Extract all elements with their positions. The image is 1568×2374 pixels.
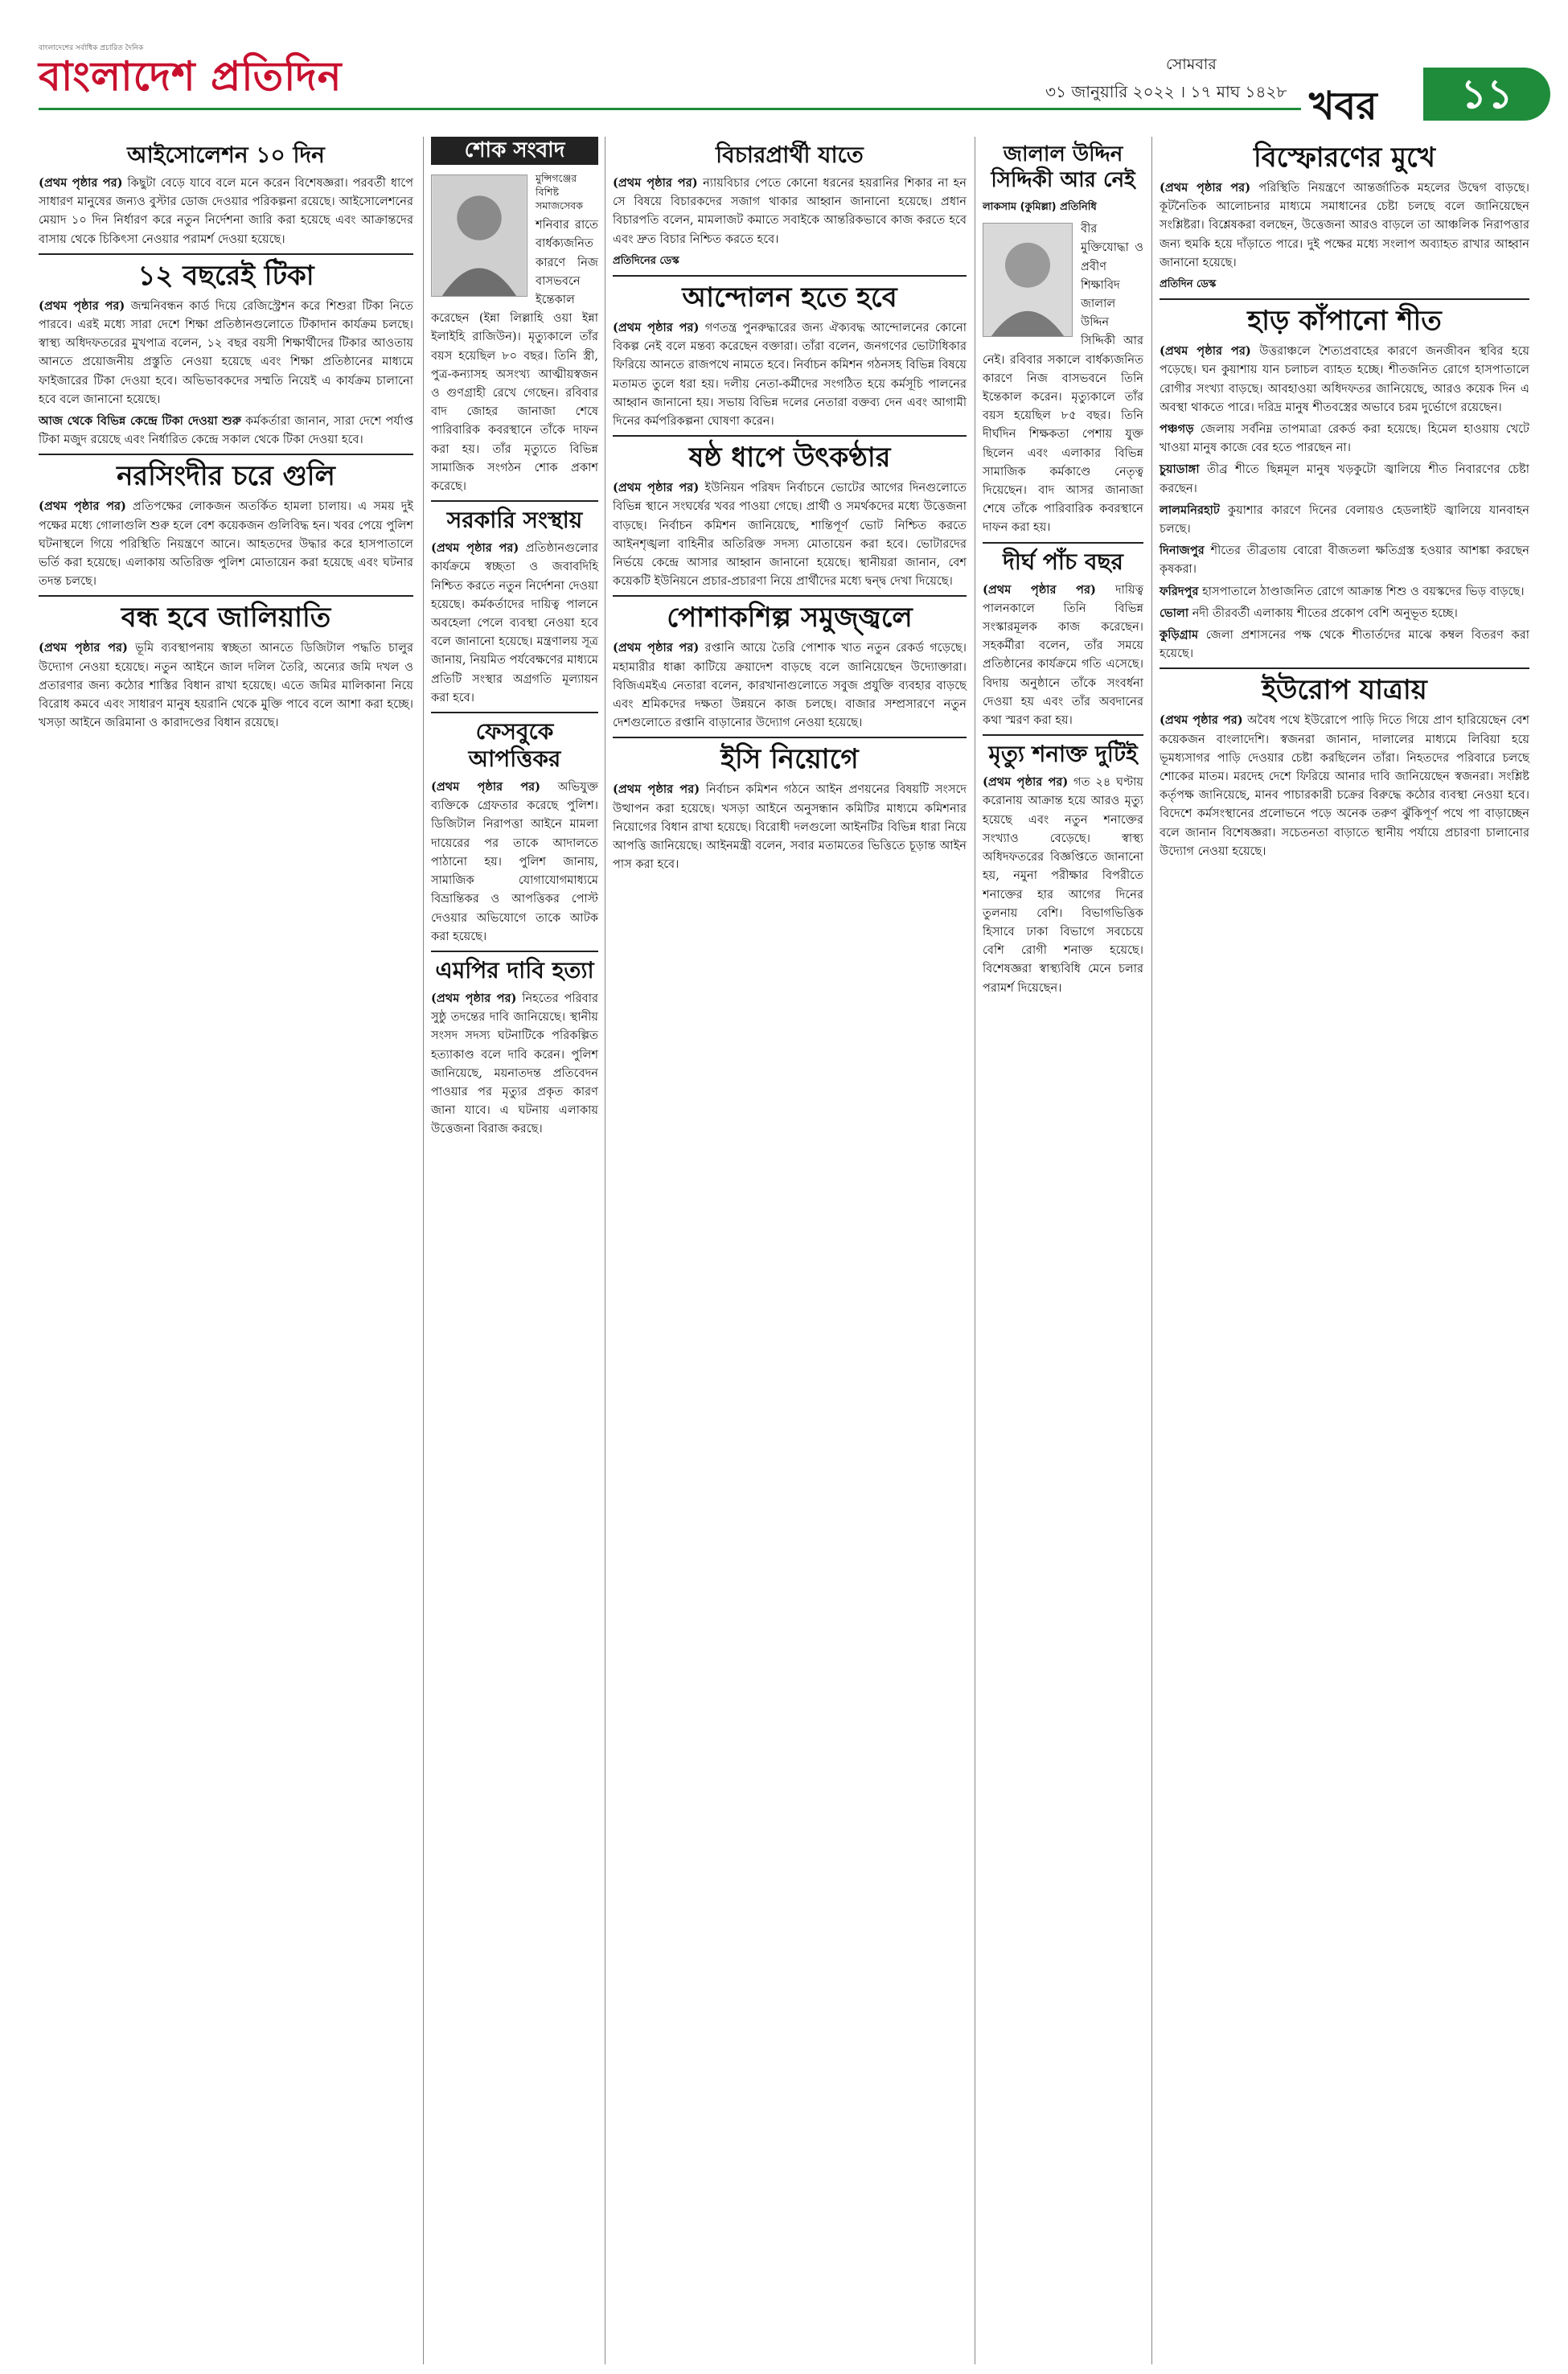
logo-tagline: বাংলাদেশের সর্বাধিক প্রচারিত দৈনিক (39, 44, 144, 52)
article-body: জন্মনিবন্ধন কার্ড দিয়ে রেজিস্ট্রেশন করে শিশুরা টিকা নিতে পারবে। এরই মধ্যে সারা দেশে শিক্ষা প্রতিষ্ঠানগুলোতে টিকাদান কার্যক্রম চলছে। স্বাস্থ্য অধিদফতরের মুখপাত্র বলেন, ১২ বছর বয়সী শিক্ষার্থীদের টিকার আওতায় আনতে প্রয়োজনীয় প্রস্তুতি নেওয়া হয়েছে এবং শিক্ষা প্রতিষ্ঠানের মাধ্যমে ফাইজারের টিকা দেওয়া হবে। অভিভাবকদের সম্মতি নিয়েই এ কার্যক্রম চালানো হবে বলে জানানো হয়েছে। (39, 298, 414, 406)
continuation-lead: (প্রথম পৃষ্ঠার পর) (1160, 713, 1243, 728)
article-body: রপ্তানি আয়ে তৈরি পোশাক খাত নতুন রেকর্ড গড়েছে। মহামারীর ধাক্কা কাটিয়ে ক্রয়াদেশ বাড়ছে বলে জানিয়েছেন উদ্যোক্তারা। বিজিএমইএ নেতারা বলেন, কারখানাগুলোতে সবুজ প্রযুক্তি ব্যবহার বাড়ছে এবং শ্রমিকদের দক্ষতা উন্নয়নে কাজ চলছে। বাজার সম্প্রসারণে নতুন দেশগুলোতে রপ্তানি বাড়ানোর উদ্যোগ নেওয়া হয়েছে। (613, 641, 967, 730)
article-divider (613, 595, 967, 597)
article-divider (431, 951, 598, 952)
person-silhouette-icon (983, 224, 1072, 336)
article-body: ন্যায়বিচার পেতে কোনো ধরনের হয়রানির শিকার না হন সে বিষয়ে বিচারকদের সজাগ থাকার আহ্বান জানানো হয়েছে। প্রধান বিচারপতি বলেন, মামলাজট কমাতে সবাইকে আন্তরিকভাবে কাজ করতে হবে এবং দ্রুত বিচার নিশ্চিত করতে হবে। (613, 176, 967, 246)
continuation-lead: (প্রথম পৃষ্ঠার পর) (431, 991, 517, 1005)
continuation-lead: (প্রথম পৃষ্ঠার পর) (39, 499, 126, 514)
article-credit: প্রতিদিন ডেস্ক (1160, 278, 1217, 291)
article-divider (983, 542, 1143, 544)
article-body: গণতন্ত্র পুনরুদ্ধারের জন্য ঐক্যবদ্ধ আন্দোলনের কোনো বিকল্প নেই বলে মন্তব্য করেছেন বক্তারা। তাঁরা বলেন, জনগণের ভোটাধিকার ফিরিয়ে আনতে রাজপথে নামতে হবে। নির্বাচন কমিশন গঠনসহ বিভিন্ন বিষয়ে মতামত তুলে ধরা হয়। দলীয় নেতা-কর্মীদের সংগঠিত হয়ে কর্মসূচি পালনের আহ্বান জানানো হয়। সভায় বিভিন্ন দলের নেতারা বক্তব্য দেন এবং আগামী দিনের কর্মপরিকল্পনা ঘোষণা করেন। (613, 321, 967, 429)
article-headline: পোশাকশিল্প সমুজ্জ্বলে (667, 602, 913, 635)
continuation-lead: (প্রথম পৃষ্ঠার পর) (1160, 344, 1251, 359)
article-headline: ফেসবুকে আপত্তিকর (468, 718, 561, 773)
article-headline: সরকারি সংস্থায় (446, 507, 583, 534)
article-divider (39, 595, 413, 597)
column-1 (39, 137, 413, 735)
article-divider (39, 454, 413, 455)
column-2 (431, 137, 598, 1142)
article-body: ইউনিয়ন পরিষদ নির্বাচনে ভোটের আগের দিনগুলোতে বিভিন্ন স্থানে সংঘর্ষের খবর পাওয়া গেছে। প্রার্থী ও সমর্থকদের মধ্যে উত্তেজনা বাড়ছে। নির্বাচন কমিশন জানিয়েছে, শান্তিপূর্ণ ভোট নিশ্চিত করতে আইনশৃঙ্খলা বাহিনীর অতিরিক্ত সদস্য মোতায়েন করা হবে। ভোটারদের নির্ভয়ে কেন্দ্রে আসার আহ্বান জানানো হয়েছে। স্থানীয়রা জানান, বেশ কয়েকটি ইউনিয়নে প্রচার-প্রচারণা নিয়ে প্রার্থীদের মধ্যে দ্বন্দ্ব দেখা দিয়েছে। (613, 481, 967, 589)
article-divider (39, 253, 413, 255)
article-headline: আইসোলেশন ১০ দিন (127, 142, 325, 168)
article-headline: হাড় কাঁপানো শীত (1247, 305, 1442, 338)
obituary-caption: মুন্সিগঞ্জের বিশিষ্ট সমাজসেবক (536, 172, 583, 212)
person-silhouette-icon (432, 175, 527, 296)
column-3 (613, 137, 967, 877)
article-body: কর্মকর্তারা জানান, সারা দেশে পর্যাপ্ত টিকা মজুদ রয়েছে এবং নির্ধারিত কেন্দ্রে সকাল থেকে টিকা দেওয়া হবে। (39, 414, 413, 447)
article-headline: ইউরোপ যাত্রায় (1262, 674, 1427, 707)
article-body: গত ২৪ ঘণ্টায় করোনায় আক্রান্ত হয়ে আরও মৃত্যু হয়েছে এবং নতুন শনাক্তের সংখ্যাও বেড়েছে। স্বাস্থ্য অধিদফতরের বিজ্ঞপ্তিতে জানানো হয়, নমুনা পরীক্ষার বিপরীতে শনাক্তের হার আগের দিনের তুলনায় বেশি। বিভাগভিত্তিক হিসাবে ঢাকা বিভাগে সবচেয়ে বেশি রোগী শনাক্ত হয়েছে। বিশেষজ্ঞরা স্বাস্থ্যবিধি মেনে চলার পরামর্শ দিয়েছেন। (983, 775, 1143, 995)
masthead-rule (39, 108, 1301, 110)
region-name: পঞ্চগড় (1160, 422, 1194, 437)
article-divider (613, 275, 967, 277)
region-text: জেলা প্রশাসনের পক্ষ থেকে শীতার্তদের মাঝে কম্বল বিতরণ করা হয়েছে। (1160, 628, 1530, 661)
continuation-lead: (প্রথম পৃষ্ঠার পর) (1160, 181, 1251, 195)
article-divider (613, 435, 967, 437)
region-text: নদী তীরবর্তী এলাকায় শীতের প্রকোপ বেশি অনুভূত হচ্ছে। (1192, 606, 1458, 620)
article-credit: প্রতিদিনের ডেস্ক (613, 254, 679, 267)
article-body: প্রতিষ্ঠানগুলোর কার্যক্রমে স্বচ্ছতা ও জবাবদিহি নিশ্চিত করতে নতুন নির্দেশনা দেওয়া হয়েছে। কর্মকর্তাদের দায়িত্ব পালনে অবহেলা পেলে ব্যবস্থা নেওয়া হবে বলে জানানো হয়েছে। মন্ত্রণালয় সূত্র জানায়, নিয়মিত পর্যবেক্ষণের মাধ্যমে প্রতিটি সংস্থার অগ্রগতি মূল্যায়ন করা হবে। (431, 541, 599, 704)
article-divider (431, 712, 598, 713)
region-name: কুড়িগ্রাম (1160, 628, 1199, 643)
article-body: নিহতের পরিবার সুষ্ঠু তদন্তের দাবি জানিয়েছে। স্থানীয় সংসদ সদস্য ঘটনাটিকে পরিকল্পিত হত্যাকাণ্ড বলে দাবি করেন। পুলিশ জানিয়েছে, ময়নাতদন্ত প্রতিবেদন পাওয়ার পর মৃত্যুর প্রকৃত কারণ জানা যাবে। এ ঘটনায় এলাকায় উত্তেজনা বিরাজ করছে। (431, 991, 599, 1136)
article-divider (1160, 667, 1529, 669)
region-text: তীব্র শীতে ছিন্নমূল মানুষ খড়কুটো জ্বালিয়ে শীত নিবারণের চেষ্টা করছেন। (1160, 462, 1530, 495)
article-body: অভিযুক্ত ব্যক্তিকে গ্রেফতার করেছে পুলিশ। ডিজিটাল নিরাপত্তা আইনে মামলা দায়েরের পর তাকে আদালতে পাঠানো হয়। পুলিশ জানায়, সামাজিক যোগাযোগমাধ্যমে বিভ্রান্তিকর ও আপত্তিকর পোস্ট দেওয়ার অভিযোগে তাকে আটক করা হয়েছে। (431, 780, 598, 943)
article-dateline: লাকসাম (কুমিল্লা) প্রতিনিধি (983, 201, 1097, 213)
continuation-lead: (প্রথম পৃষ্ঠার পর) (983, 582, 1096, 597)
article-subhead: আজ থেকে বিভিন্ন কেন্দ্রে টিকা দেওয়া শুরু (39, 414, 241, 429)
continuation-lead: (প্রথম পৃষ্ঠার পর) (613, 641, 700, 655)
region-name: লালমনিরহাট (1160, 503, 1220, 517)
article-divider (983, 734, 1143, 736)
region-text: শীতের তীব্রতায় বোরো বীজতলা ক্ষতিগ্রস্ত হওয়ার আশঙ্কা করছেন কৃষকরা। (1160, 544, 1529, 577)
article-body: দায়িত্ব পালনকালে তিনি বিভিন্ন সংস্কারমূলক কাজ করেছেন। সহকর্মীরা বলেন, তাঁর সময়ে প্রতিষ্ঠানের কার্যক্রমে গতি এসেছে। বিদায় অনুষ্ঠানে তাঁকে সংবর্ধনা দেওয়া হয় এবং তাঁর অবদানের কথা স্মরণ করা হয়। (983, 582, 1143, 728)
article-divider (1160, 298, 1529, 300)
continuation-lead: (প্রথম পৃষ্ঠার পর) (613, 176, 698, 190)
jalal-photo (983, 223, 1073, 337)
column-4 (983, 137, 1143, 1000)
issue-date: ৩১ জানুয়ারি ২০২২ । ১৭ মাঘ ১৪২৮ (1045, 82, 1287, 101)
issue-day: সোমবার (1166, 55, 1217, 73)
article-headline: বিচারপ্রার্থী যাতে (716, 142, 864, 168)
region-text: হাসপাতালে ঠাণ্ডাজনিত রোগে আক্রান্ত শিশু ও বয়স্কদের ভিড় বাড়ছে। (1202, 584, 1525, 598)
continuation-lead: (প্রথম পৃষ্ঠার পর) (613, 782, 700, 797)
column-rule (423, 137, 424, 2364)
continuation-lead: (প্রথম পৃষ্ঠার পর) (39, 176, 123, 190)
article-body: প্রতিপক্ষের লোকজন অতর্কিত হামলা চালায়। এ সময় দুই পক্ষের মধ্যে গোলাগুলি শুরু হলে বেশ কয়েকজন গুলিবিদ্ধ হন। খবর পেয়ে পুলিশ ঘটনাস্থলে গিয়ে পরিস্থিতি নিয়ন্ত্রণে আনে। আহতদের উদ্ধার করে হাসপাতালে ভর্তি করা হয়েছে। এলাকায় অতিরিক্ত পুলিশ মোতায়েন করা হয়েছে এবং ঘটনার তদন্ত চলছে। (39, 499, 414, 589)
article-headline: এমপির দাবি হত্যা (435, 956, 594, 984)
article-body: বীর মুক্তিযোদ্ধা ও প্রবীণ শিক্ষাবিদ জালাল উদ্দিন সিদ্দিকী আর নেই। রবিবার সকালে বার্ধক্যজনিত কারণে নিজ বাসভবনে তিনি ইন্তেকাল করেন। মৃত্যুকালে তাঁর বয়স হয়েছিল ৮৫ বছর। তিনি দীর্ঘদিন শিক্ষকতা পেশায় যুক্ত ছিলেন এবং এলাকার বিভিন্ন সামাজিক কর্মকাণ্ডে নেতৃত্ব দিয়েছেন। বাদ আসর জানাজা শেষে তাঁকে পারিবারিক কবরস্থানে দাফন করা হয়। (983, 222, 1143, 535)
article-headline: আন্দোলন হতে হবে (682, 281, 897, 314)
region-name: দিনাজপুর (1160, 544, 1205, 558)
article-headline: ষষ্ঠ ধাপে উৎকণ্ঠার (688, 442, 891, 474)
article-headline: বন্ধ হবে জালিয়াতি (121, 602, 331, 635)
region-text: কুয়াশার কারণে দিনের বেলায়ও হেডলাইট জ্বালিয়ে যানবাহন চলছে। (1160, 503, 1529, 536)
article-body: শনিবার রাতে বার্ধক্যজনিত কারণে নিজ বাসভবনে ইন্তেকাল করেছেন (ইন্না লিল্লাহি ওয়া ইন্না ইলাইহি রাজিউন)। মৃত্যুকালে তাঁর বয়স হয়েছিল ৮০ বছর। তিনি স্ত্রী, পুত্র-কন্যাসহ অসংখ্য আত্মীয়স্বজন ও গুণগ্রাহী রেখে গেছেন। রবিবার বাদ জোহর জানাজা শেষে পারিবারিক কবরস্থানে তাঁকে দাফন করা হয়। তাঁর মৃত্যুতে বিভিন্ন সামাজিক সংগঠন শোক প্রকাশ করেছে। (431, 218, 598, 494)
obituary-box-title: শোক সংবাদ (431, 137, 598, 165)
article-headline: নরসিংদীর চরে গুলি (117, 460, 335, 493)
continuation-lead: (প্রথম পৃষ্ঠার পর) (431, 780, 541, 795)
section-title: খবর (1309, 84, 1377, 129)
column-5 (1160, 137, 1529, 864)
column-rule (1151, 137, 1152, 2364)
article-divider (431, 500, 598, 502)
article-body: নির্বাচন কমিশন গঠনে আইন প্রণয়নের বিষয়টি সংসদে উত্থাপন করা হয়েছে। খসড়া আইনে অনুসন্ধান কমিটির মাধ্যমে কমিশনার নিয়োগের বিধান রাখা হয়েছে। বিরোধী দলগুলো আইনটির বিভিন্ন ধারা নিয়ে আপত্তি জানিয়েছে। আইনমন্ত্রী বলেন, সবার মতামতের ভিত্তিতে চূড়ান্ত আইন পাস করা হবে। (613, 782, 967, 872)
continuation-lead: (প্রথম পৃষ্ঠার পর) (39, 641, 128, 655)
page-number-badge: ১১ (1423, 68, 1550, 121)
region-name: চুয়াডাঙ্গা (1160, 462, 1200, 477)
continuation-lead: (প্রথম পৃষ্ঠার পর) (39, 298, 125, 313)
article-divider (613, 737, 967, 738)
continuation-lead: (প্রথম পৃষ্ঠার পর) (613, 321, 700, 335)
obituary-photo (431, 175, 527, 297)
newspaper-logo: বাংলাদেশ প্রতিদিন (39, 53, 343, 100)
article-headline: ইসি নিয়োগে (720, 743, 859, 776)
article-body: অবৈধ পথে ইউরোপে পাড়ি দিতে গিয়ে প্রাণ হারিয়েছেন বেশ কয়েকজন বাংলাদেশি। স্বজনরা জানান, দালালের মাধ্যমে লিবিয়া হয়ে ভূমধ্যসাগর পাড়ি দেওয়ার চেষ্টা করছিলেন তাঁরা। নিহতদের পরিবারে চলছে শোকের মাতম। মরদেহ দেশে ফিরিয়ে আনার দাবি জানিয়েছেন স্বজনরা। সংশ্লিষ্ট কর্তৃপক্ষ জানিয়েছে, মানব পাচারকারী চক্রের বিরুদ্ধে কঠোর ব্যবস্থা নেওয়া হবে। বিদেশে কর্মসংস্থানের প্রলোভনে পড়ে অনেক তরুণ ঝুঁকিপূর্ণ পথে পা বাড়াচ্ছেন বলে জানান বিশেষজ্ঞরা। সচেতনতা বাড়াতে স্থানীয় পর্যায়ে প্রচারণা চালানোর উদ্যোগ নেওয়া হয়েছে। (1160, 713, 1529, 858)
article-headline: দীর্ঘ পাঁচ বছর (1003, 548, 1123, 575)
article-headline: বিস্ফোরণের মুখে (1253, 142, 1435, 174)
region-text: জেলায় সর্বনিম্ন তাপমাত্রা রেকর্ড করা হয়েছে। হিমেল হাওয়ায় খেটে খাওয়া মানুষ কাজে বের হতে পারছেন না। (1160, 422, 1529, 455)
article-headline: ১২ বছরেই টিকা (138, 259, 314, 292)
region-name: ফরিদপুর (1160, 584, 1199, 598)
article-headline: জালাল উদ্দিন সিদ্দিকী আর নেই (991, 142, 1135, 192)
article-body: উত্তরাঞ্চলে শৈত্যপ্রবাহের কারণে জনজীবন স্থবির হয়ে পড়েছে। ঘন কুয়াশায় যান চলাচল ব্যাহত হচ্ছে। শীতজনিত রোগে হাসপাতালে রোগীর সংখ্যা বাড়ছে। আবহাওয়া অধিদফতর জানিয়েছে, আরও কয়েক দিন এ অবস্থা থাকতে পারে। দরিদ্র মানুষ শীতবস্ত্রের অভাবে চরম দুর্ভোগে রয়েছেন। (1160, 344, 1529, 414)
continuation-lead: (প্রথম পৃষ্ঠার পর) (983, 775, 1069, 790)
continuation-lead: (প্রথম পৃষ্ঠার পর) (613, 481, 700, 495)
masthead (0, 0, 1568, 129)
article-body: কিছুটা বেড়ে যাবে বলে মনে করেন বিশেষজ্ঞরা। পরবর্তী ধাপে সাধারণ মানুষের জন্যও বুস্টার ডোজ দেওয়ার পরিকল্পনা রয়েছে। আইসোলেশনের মেয়াদ ১০ দিন নির্ধারণ করে নতুন নির্দেশনা জারি করা হয়েছে এবং আক্রান্তদের বাসায় থেকে চিকিৎসা নেওয়ার পরামর্শ দেওয়া হয়েছে। (39, 176, 414, 246)
article-body: পরিস্থিতি নিয়ন্ত্রণে আন্তর্জাতিক মহলের উদ্বেগ বাড়ছে। কূটনৈতিক আলোচনার মাধ্যমে সমাধানের চেষ্টা চলছে বলে জানিয়েছেন সংশ্লিষ্টরা। বিশ্লেষকরা বলছেন, উত্তেজনা আরও বাড়লে তা আঞ্চলিক নিরাপত্তার জন্য হুমকি হয়ে দাঁড়াতে পারে। দুই পক্ষের মধ্যে সংলাপ অব্যাহত রাখার আহ্বান জানানো হয়েছে। (1160, 181, 1530, 269)
region-name: ভোলা (1160, 606, 1189, 620)
continuation-lead: (প্রথম পৃষ্ঠার পর) (431, 541, 519, 556)
article-headline: মৃত্যু শনাক্ত দুটিই (988, 741, 1138, 768)
article-body: ভূমি ব্যবস্থাপনায় স্বচ্ছতা আনতে ডিজিটাল পদ্ধতি চালুর উদ্যোগ নেওয়া হয়েছে। নতুন আইনে জাল দলিল তৈরি, অন্যের জমি দখল ও প্রতারণার জন্য কঠোর শাস্তির বিধান রাখা হয়েছে। এতে জমির মালিকানা নিয়ে বিরোধ কমবে এবং সাধারণ মানুষ হয়রানি থেকে মুক্তি পাবে বলে আশা করা হচ্ছে। খসড়া আইনে জরিমানা ও কারাদণ্ডের বিধান রয়েছে। (39, 641, 414, 730)
